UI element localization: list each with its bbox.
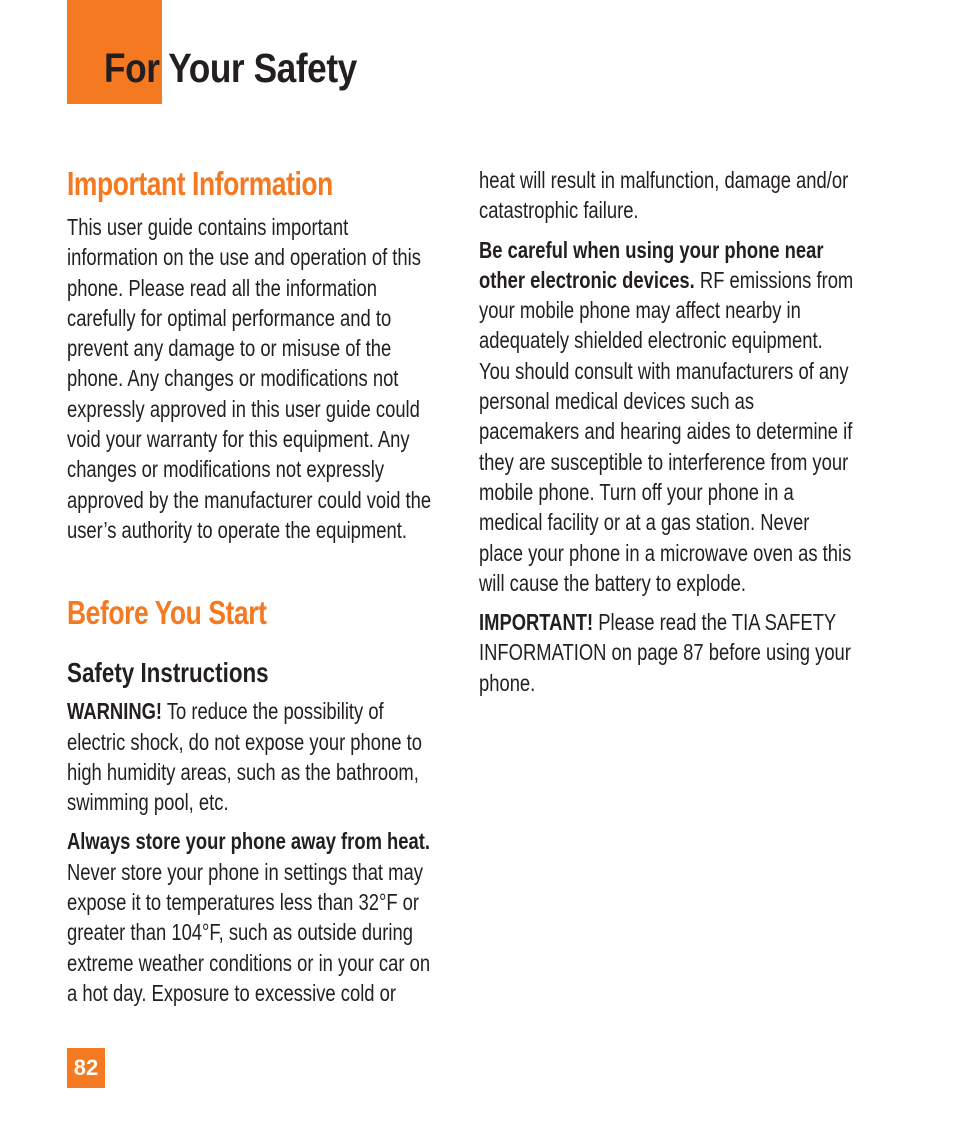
electronic-devices-label: Be careful when using your phone near other electronic devices. [479, 236, 824, 293]
left-column-content [67, 162, 443, 1008]
right-column [479, 165, 909, 698]
heading-before-you-start: Before You Start [67, 594, 267, 632]
heading-safety-instructions: Safety Instructions [67, 657, 269, 689]
heat-text: Never store your phone in settings that may expose it to temperatures less than 32°F or greater than 104°F, such as outside during extreme weather conditions or in your car on a hot day. Exposure to excessive cold or [67, 858, 431, 1006]
electronic-devices-text: RF emissions from your mobile phone may affect nearby in adequately shielded electronic equipment. You should consult with manufacturers of any personal medical devices such as pacemakers and hearing aides to determine if they are susceptible to interference from your mobile phone. Turn off your phone in a medical facility or at a gas station. Never place your phone in a microwave oven as this will cause the battery to explode. [479, 266, 854, 596]
right-column-content [479, 165, 855, 698]
warning-text: To reduce the possibility of electric shock, do not expose your phone to high humidity areas, such as the bathroom, swimming pool, etc. [67, 698, 422, 816]
left-column [67, 162, 497, 1008]
heat-paragraph [67, 826, 443, 1008]
heat-label: Always store your phone away from heat. [67, 828, 430, 855]
warning-label: WARNING! [67, 698, 163, 725]
heading-important-information: Important Information [67, 165, 333, 202]
page-number: 82 [67, 1048, 105, 1088]
important-information-text: This user guide contains important information on the use and operation of this phone. Please read all the information carefully for optimal performance and to prevent any damage to or misuse of the phone. Any changes or modifications not expressly approved in this user guide could void your warranty for this equipment. Any changes or modifications not expressly approved by the manufacturer could void the user’s authority to operate the equipment. [67, 214, 432, 543]
electronic-devices-paragraph [479, 235, 855, 599]
important-notice-paragraph [479, 607, 855, 698]
warning-paragraph [67, 696, 443, 817]
page-title: For Your Safety [104, 45, 357, 91]
heat-continued-text: heat will result in malfunction, damage and/or catastrophic failure. [479, 167, 849, 224]
important-notice-text: Please read the TIA SAFETY INFORMATION on page 87 before using your phone. [479, 609, 851, 696]
important-notice-label: IMPORTANT! [479, 609, 594, 636]
